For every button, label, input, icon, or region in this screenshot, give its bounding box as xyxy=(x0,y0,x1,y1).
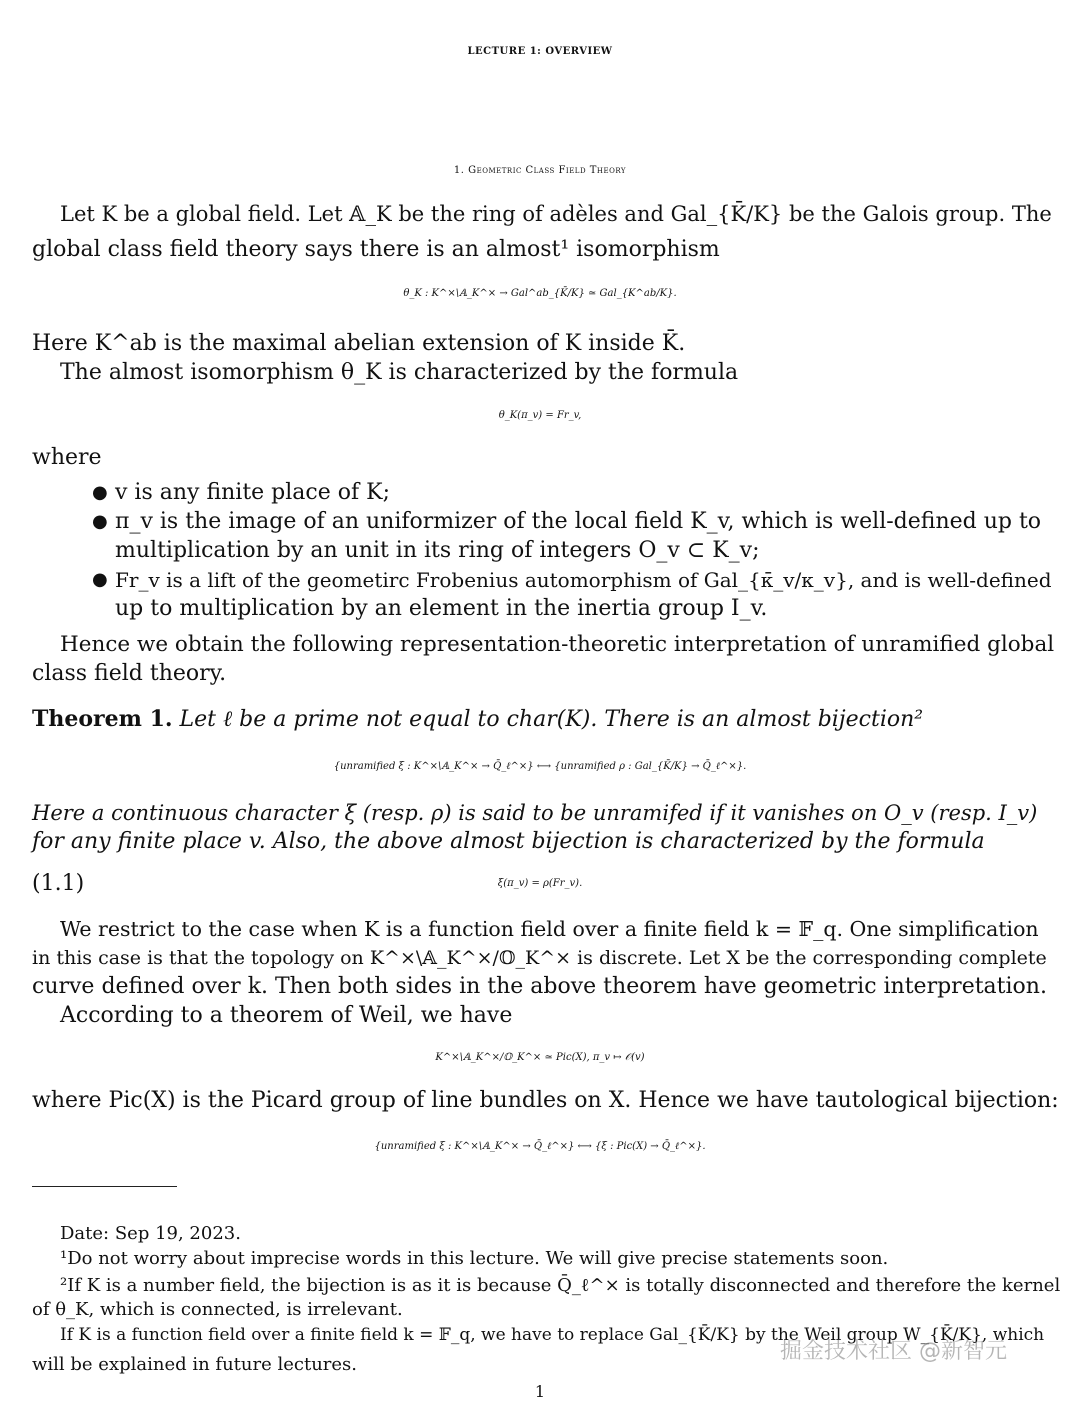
footnote-rule xyxy=(32,1186,177,1187)
bullet-item-continued: up to multiplication by an element in the inertia group I_v. xyxy=(115,596,768,621)
where-text: where xyxy=(32,445,102,470)
page-number: 1 xyxy=(534,1382,546,1401)
footnote-3-line-2: will be explained in future lectures. xyxy=(32,1354,358,1375)
footnote-1: ¹Do not worry about imprecise words in this lecture. We will give precise statements soon. xyxy=(60,1248,889,1269)
theorem-bijection: {unramified ξ : K^×\𝔸_K^× → Q̄_ℓ^×} ⟷ {unramified ρ : Gal_{K̄/K} → Q̄_ℓ^×}. xyxy=(333,761,747,772)
watermark: 掘金技术社区 @新智元 xyxy=(780,1339,1007,1364)
bullet-icon: ● xyxy=(92,482,108,503)
bullet-icon: ● xyxy=(92,511,108,532)
lecture-title: LECTURE 1: OVERVIEW xyxy=(467,46,613,57)
bullet-item-continued: multiplication by an unit in its ring of integers O_v ⊂ K_v; xyxy=(115,538,760,563)
paragraph-1-line-2: global class field theory says there is an almost¹ isomorphism xyxy=(32,237,720,262)
bullet-item: π_v is the image of an uniformizer of the local field K_v, which is well-defined up to xyxy=(115,509,1042,534)
section-heading: 1. Geometric Class Field Theory xyxy=(453,165,627,176)
bullet-item: Fr_v is a lift of the geometirc Frobenius automorphism of Gal_{κ̄_v/κ_v}, and is well-defined xyxy=(115,568,1052,592)
paragraph-1-line-1: Let K be a global field. Let 𝔸_K be the ring of adèles and Gal_{K̄/K} be the Galois group. The xyxy=(60,202,1052,226)
paragraph-5-line-2: in this case is that the topology on K^×\𝔸_K^×/𝕆_K^× is discrete. Let X be the corresponding complete xyxy=(32,947,1047,969)
footnote-2-line-2: of θ_K, which is connected, is irrelevant. xyxy=(32,1299,403,1320)
paragraph-5-line-3: curve defined over k. Then both sides in the above theorem have geometric interpretation. xyxy=(32,974,1047,999)
bullet-icon: ● xyxy=(92,569,108,590)
footnote-date: Date: Sep 19, 2023. xyxy=(60,1223,241,1244)
equation-number: (1.1) xyxy=(32,871,85,896)
equation-1-1: ξ(π_v) = ρ(Fr_v). xyxy=(497,878,583,889)
theorem-text: Let ℓ be a prime not equal to char(K). There is an almost bijection² xyxy=(179,707,924,732)
equation-weil: K^×\𝔸_K^×/𝕆_K^× ≃ Pic(X), π_v ↦ 𝒪(v) xyxy=(435,1052,645,1063)
theorem-label: Theorem 1. xyxy=(32,706,173,732)
paragraph-4-line-1: Hence we obtain the following representation-theoretic interpretation of unramified global xyxy=(60,632,1055,657)
equation-theta-k: θ_K : K^×\𝔸_K^× → Gal^ab_{K̄/K} ≃ Gal_{K^ab/K}. xyxy=(403,288,677,299)
paragraph-3: The almost isomorphism θ_K is characterized by the formula xyxy=(60,360,739,385)
equation-frobenius: θ_K(π_v) = Fr_v, xyxy=(498,410,582,421)
paragraph-2: Here K^ab is the maximal abelian extension of K inside K̄. xyxy=(32,331,686,356)
theorem-statement xyxy=(32,705,923,734)
footnote-2-line-1: ²If K is a number field, the bijection is as it is because Q̄_ℓ^× is totally disconnected and therefore the kernel xyxy=(60,1275,1061,1296)
theorem-line-3: for any finite place v. Also, the above almost bijection is characterized by the formula xyxy=(32,829,985,854)
bullet-item: v is any finite place of K; xyxy=(115,480,390,505)
paragraph-6: According to a theorem of Weil, we have xyxy=(60,1003,513,1028)
theorem-line-2: Here a continuous character ξ (resp. ρ) is said to be unramifed if it vanishes on O_v (resp. I_v) xyxy=(32,801,1038,825)
equation-tautological: {unramified ξ : K^×\𝔸_K^× → Q̄_ℓ^×} ⟷ {ξ : Pic(X) → Q̄_ℓ^×}. xyxy=(374,1141,706,1152)
footnote-3-line-1: If K is a function field over a finite field k = 𝔽_q, we have to replace Gal_{K̄/K} by the Weil group W_{K̄/K}, which xyxy=(60,1325,1045,1345)
paragraph-4-line-2: class field theory. xyxy=(32,661,227,686)
paragraph-5-line-1: We restrict to the case when K is a function field over a finite field k = 𝔽_q. One simplification xyxy=(60,917,1039,941)
paragraph-7: where Pic(X) is the Picard group of line bundles on X. Hence we have tautological bijection: xyxy=(32,1088,1059,1113)
